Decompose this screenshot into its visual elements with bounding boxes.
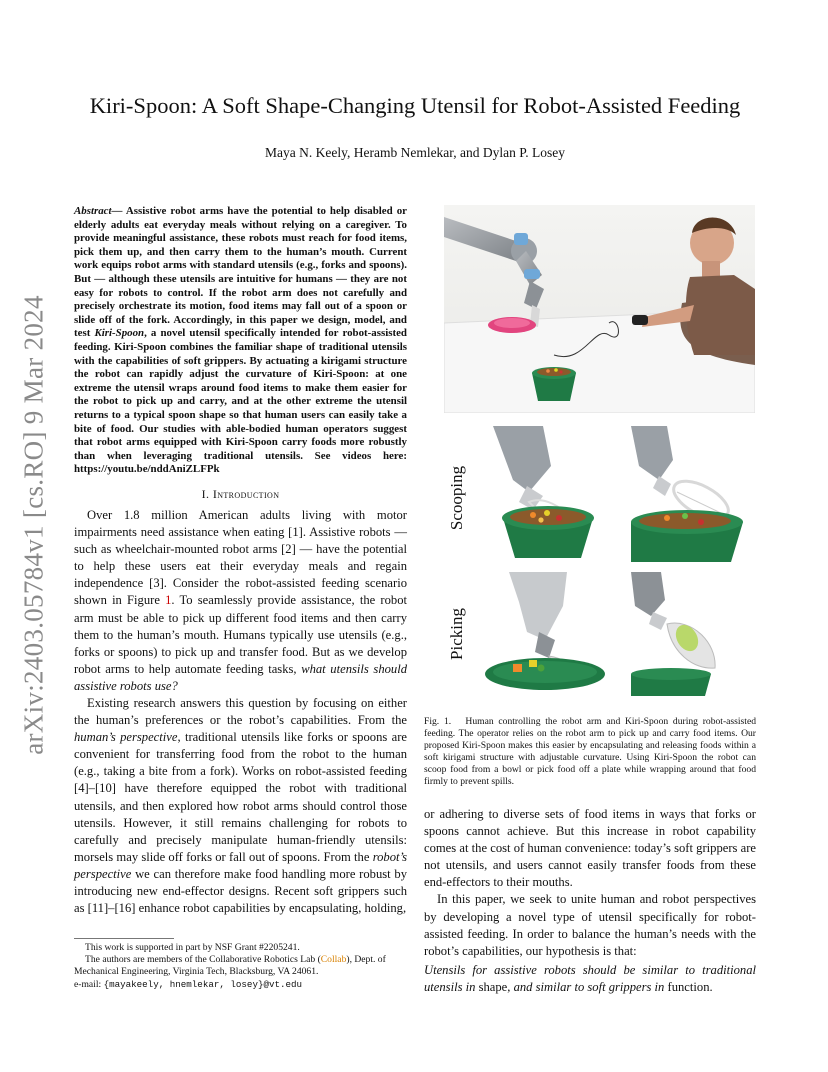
abstract-utensil-name: Kiri-Spoon — [94, 327, 145, 340]
collab-link[interactable]: Collab — [320, 954, 347, 966]
hypothesis-text-c: , and similar to soft grippers in — [507, 979, 668, 994]
footnote-email-label: e-mail: — [74, 978, 104, 990]
section-number: I. — [201, 486, 210, 501]
hypothesis-end: . — [709, 979, 713, 994]
abstract-dash: — — [111, 205, 126, 217]
footnote-email — [74, 979, 410, 991]
figure-reference-link[interactable]: 1 — [165, 593, 172, 608]
figure-caption — [424, 716, 756, 788]
figure-main-photo — [444, 205, 755, 413]
arxiv-identifier — [14, 285, 54, 765]
abstract-text-b: , a novel utensil specifically intended for robot-assisted feeding. Kiri-Spoon combines the familiar shape of traditional utensils with the capabilities of soft grippers. By actuating a kirigami structure the robot can rapidly adjust the curvature of Kiri-Spoon: at one extreme the utensil wraps around food items to make them easier for the robot to pick up and carry, and at the other extreme the utensil returns to a typical spoon shape so that human users can easily take a bite of food. Our studies with able-bodied human operators suggest that robot arms equipped with Kiri-Spoon carry foods more robustly than when leveraging traditional utensils. See videos here: https://youtu.be/nddAniZLFPk — [74, 327, 407, 476]
row-label-scooping-text: Scooping — [447, 465, 466, 531]
intro-p2-text-b: , traditional utensils like forks or spoons are convenient for transferring food from the robot to the human (e.g., taking a bite from a fork). Works on robot-assisted feeding [4]–[10] have therefore equipped the robot with traditional utensils, and then explored how robot arms should control those utensils. However, it still remains challenging for robots to carefully and precisely manipulate human-friendly utensils: morsels may slide off forks or fall out of spoons. From the — [74, 730, 407, 864]
intro-p2-text-c: we can therefore make food handling more robust by introducing new end-effector designs. Recent soft grippers such as [11]–[16] enhance robot capabilities by encapsulating, holding, — [74, 866, 407, 916]
hypothesis-shape: shape — [478, 979, 508, 994]
figure-caption-label: Fig. 1. — [424, 716, 452, 727]
arxiv-identifier-text: arXiv:2403.05784v1 [cs.RO] 9 Mar 2024 — [18, 295, 49, 755]
figure-picking-panel-2 — [631, 572, 755, 696]
footnote-affiliation-text-b: ), Dept. of Mechanical Engineering, Virginia Tech, Blacksburg, VA 24061. — [74, 954, 386, 978]
hypothesis-statement — [424, 962, 756, 996]
intro-human-perspective: human’s perspective — [74, 730, 178, 745]
intro-robot-perspective: robot’s perspective — [74, 849, 407, 881]
footnote-affiliation — [74, 954, 410, 978]
intro-paragraph-4: In this paper, we seek to unite human and robot perspectives by developing a novel type of utensil specifically for robot-assisted feeding. In order to balance the human’s needs with the robot’s capabilities, our hypothesis is that: — [424, 892, 756, 958]
section-heading — [74, 486, 407, 503]
footnotes — [74, 942, 410, 991]
section-name: Introduction — [212, 486, 280, 501]
intro-p1-text-b: . To seamlessly provide assistance, the robot arm must be able to pick up different food items and then carry them to the human’s mouth. Humans typically use utensils (e.g., forks or spoons) to pick up and transfer food. But as we develop robot arms to help automate feeding tasks, — [74, 593, 407, 676]
figure-scooping-panel-2 — [631, 426, 755, 566]
intro-research-question: what utensils should assistive robots use? — [74, 661, 408, 693]
intro-paragraph-1 — [74, 507, 407, 695]
footnote-email-address: {mayakeely, hnemlekar, losey}@vt.edu — [103, 978, 303, 990]
abstract — [74, 205, 407, 477]
row-label-scooping — [442, 438, 472, 558]
intro-paragraph-3: or adhering to diverse sets of food items in ways that forks or spoons cannot achieve. But this increase in robot capability comes at the cost of human convenience: today’s soft grippers are not utensils, and users cannot easily transfer foods from these end-effectors to their mouths. — [424, 807, 756, 890]
paper-title: Kiri-Spoon: A Soft Shape-Changing Utensil for Robot-Assisted Feeding — [89, 93, 741, 118]
figure-caption-text: Human controlling the robot arm and Kiri-Spoon during robot-assisted feeding. The operator relies on the robot arm to pick up and carry food items. Our proposed Kiri-Spoon makes this easier by encapsulating and releasing foods within a soft kirigami structure with adjustable curvature. Using Kiri-Spoon the robot can scoop food from a bowl or pick food off a plate while wrapping around that food firmly to prevent spills. — [424, 716, 756, 787]
paper-authors: Maya N. Keely, Heramb Nemlekar, and Dylan P. Losey — [265, 145, 565, 160]
left-column — [74, 205, 407, 917]
figure-scooping-panel-1 — [483, 426, 607, 566]
right-column-text — [424, 806, 756, 996]
intro-paragraph-2 — [74, 695, 407, 917]
footnote-divider — [74, 938, 174, 939]
intro-p1-text-a: Over 1.8 million American adults living with motor impairments need assistance when eating [1]. Assistive robots — such as wheelchair-mounted robot arms [2] — have the potential to help these users eat their everyday meals and regain independence [3]. Consider the robot-assisted feeding scenario shown in Figure — [74, 507, 407, 608]
abstract-text-a: Assistive robot arms have the potential to help disabled or elderly adults eat everyday meals without relying on a caregiver. To provide meaningful assistance, these robots must reach for food items, pick them up, and then carry them to the human’s mouth. Current work equips robot arms with standard utensils (e.g., forks and spoons). But — although these utensils are intuitive for humans — they are not easy for robots to control. If the robot arm does not carefully and precisely orchestrate its motion, food items may fall out of a spoon or slide off of the fork. Accordingly, in this paper we design, model, and test — [74, 205, 407, 340]
abstract-label: Abstract — [74, 205, 112, 217]
figure-picking-panel-1 — [483, 572, 607, 696]
footnote-affiliation-text-a: The authors are members of the Collaborative Robotics Lab ( — [85, 954, 321, 966]
footnote-grant: This work is supported in part by NSF Grant #2205241. — [85, 942, 300, 953]
row-label-picking-text: Picking — [447, 608, 466, 660]
intro-p2-text-a: Existing research answers this question by focusing on either the human’s preferences or the robot’s capabilities. From the — [74, 696, 407, 728]
hypothesis-function: function — [667, 979, 710, 994]
hypothesis-text-a: Utensils for assistive robots should be similar to traditional utensils in — [424, 962, 756, 994]
row-label-picking — [442, 574, 472, 694]
